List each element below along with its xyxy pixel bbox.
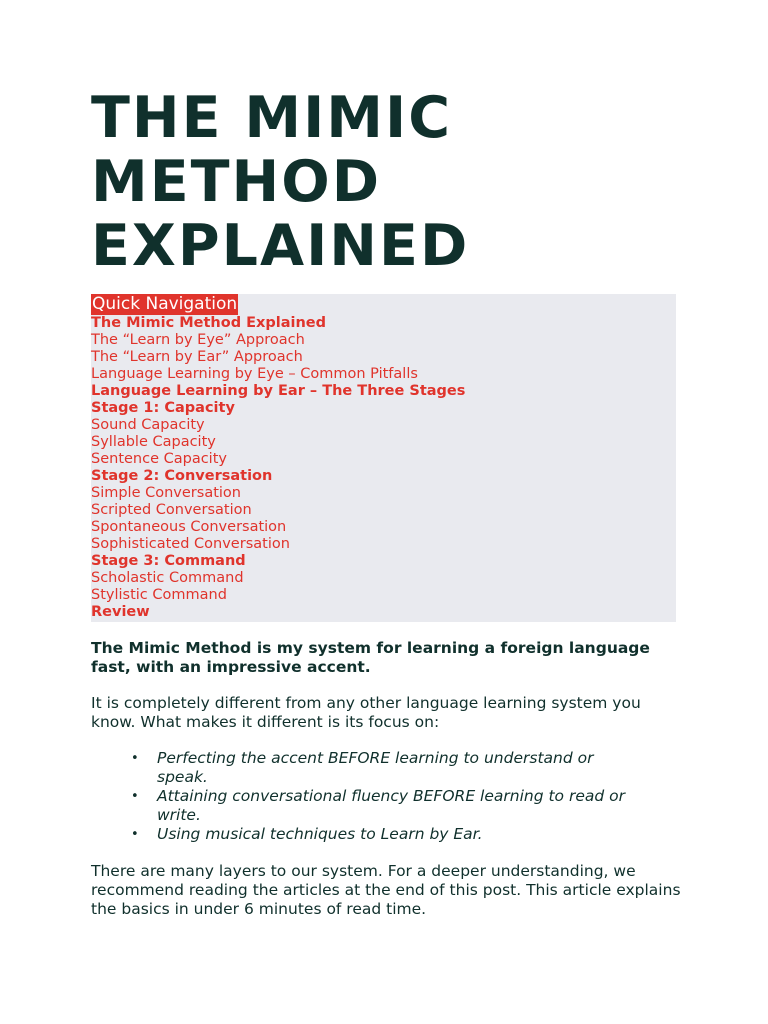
nav-link[interactable]: The “Learn by Eye” Approach <box>91 332 305 348</box>
nav-link[interactable]: The “Learn by Ear” Approach <box>91 349 303 365</box>
focus-list-item <box>91 787 681 825</box>
bullet-icon: • <box>131 751 139 766</box>
bullet-icon: • <box>131 789 139 804</box>
bullet-icon: • <box>131 827 139 842</box>
quick-navigation <box>91 294 676 622</box>
focus-list <box>91 749 681 844</box>
nav-link[interactable]: Stylistic Command <box>91 587 227 603</box>
nav-link[interactable]: Sentence Capacity <box>91 451 227 467</box>
focus-list-item-text: Perfecting the accent BEFORE learning to understand or speak. <box>157 749 594 786</box>
nav-link[interactable]: Scholastic Command <box>91 570 244 586</box>
nav-link[interactable]: Syllable Capacity <box>91 434 216 450</box>
nav-link[interactable]: Stage 1: Capacity <box>91 400 235 416</box>
focus-list-item-text: Using musical techniques to Learn by Ear. <box>157 825 483 843</box>
nav-link[interactable]: Simple Conversation <box>91 485 241 501</box>
page-title-line-3: EXPLAINED <box>91 213 470 279</box>
page-title-line-2: METHOD <box>91 149 382 215</box>
nav-link[interactable]: Review <box>91 604 150 620</box>
nav-link[interactable]: Spontaneous Conversation <box>91 519 287 535</box>
nav-link[interactable]: Language Learning by Eye – Common Pitfalls <box>91 366 418 382</box>
quick-navigation-list <box>91 315 676 621</box>
focus-list-item <box>91 749 681 787</box>
lead-paragraph: The Mimic Method is my system for learning a foreign language fast, with an impressive accent. <box>91 639 650 676</box>
nav-link[interactable]: Scripted Conversation <box>91 502 252 518</box>
nav-link[interactable]: Stage 2: Conversation <box>91 468 273 484</box>
outro-paragraph: There are many layers to our system. For a deeper understanding, we recommend reading the articles at the end of this post. This article explains the basics in under 6 minutes of read time. <box>91 862 681 918</box>
nav-link[interactable]: The Mimic Method Explained <box>91 315 327 331</box>
focus-list-item-text: Attaining conversational fluency BEFORE learning to read or write. <box>157 787 625 824</box>
focus-list-item <box>91 825 681 844</box>
quick-navigation-heading: Quick Navigation <box>92 294 238 314</box>
nav-link[interactable]: Language Learning by Ear – The Three Stages <box>91 383 466 399</box>
nav-link[interactable]: Sophisticated Conversation <box>91 536 290 552</box>
nav-link[interactable]: Sound Capacity <box>91 417 205 433</box>
nav-link[interactable]: Stage 3: Command <box>91 553 246 569</box>
page-title-line-1: THE MIMIC <box>91 85 453 151</box>
intro-paragraph: It is completely different from any other language learning system you know. What makes it different is its focus on: <box>91 694 641 731</box>
page-title <box>91 86 469 278</box>
